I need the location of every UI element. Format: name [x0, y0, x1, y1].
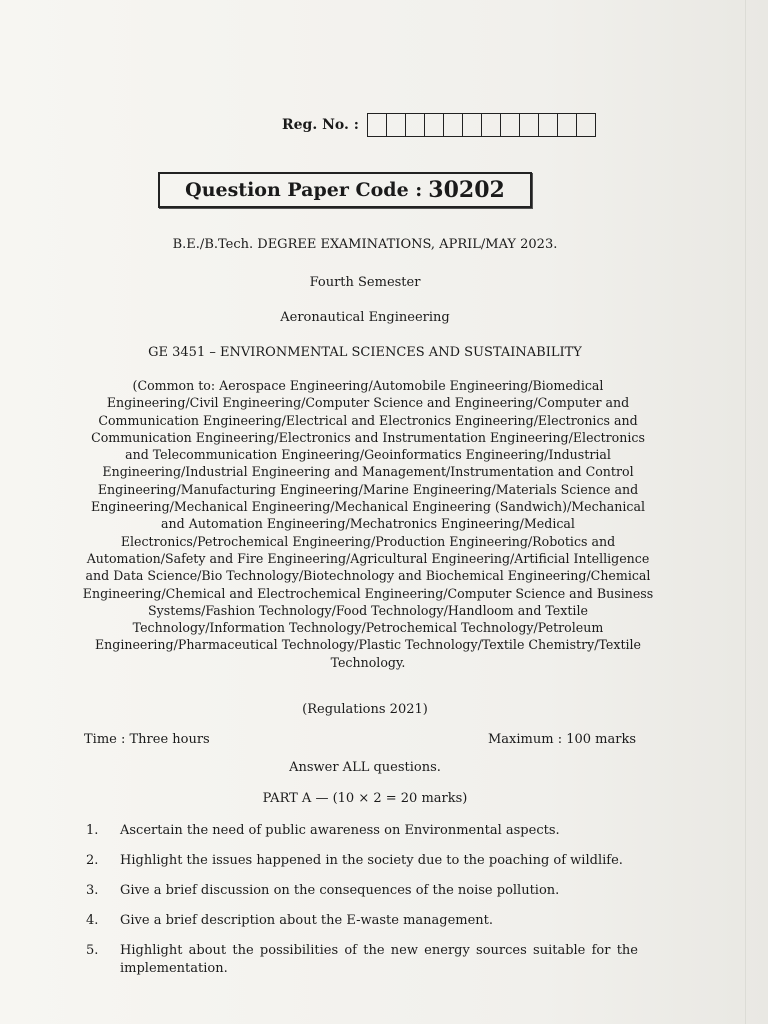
semester: Fourth Semester — [309, 275, 421, 290]
reg-no-box — [444, 114, 463, 136]
reg-no-box — [539, 114, 558, 136]
course-title: GE 3451 – ENVIRONMENTAL SCIENCES AND SUSTAINABILITY — [148, 345, 582, 360]
question-number: 3. — [86, 883, 99, 898]
reg-no-label: Reg. No. : — [282, 117, 359, 133]
question-number: 2. — [86, 853, 99, 868]
question-item — [86, 912, 638, 930]
common-to: (Common to: Aerospace Engineering/Automobile Engineering/Biomedical Engineering/Civil Engineering/Computer Science and Engineering/Computer and Communication Engineering/Electrical and Electronics Engineering/Electronics and Communication Engineering/Electronics and Instrumentation Engineering/Electronics and Telecommunication Engineering/Geoinformatics Engineering/Industrial Engineering/Industrial Engineering and Management/Instrumentation and Control Engineering/Manufacturing Engineering/Marine Engineering/Materials Science and Engineering/Mechanical Engineering/Mechanical Engineering (Sandwich)/Mechanical and Automation Engineering/Mechatronics Engineering/Medical Electronics/Petrochemical Engineering/Production Engineering/Robotics and Automation/Safety and Fire Engineering/Agricultural Engineering/Artificial Intelligence and Data Science/Bio Technology/Biotechnology and Biochemical Engineering/Chemical Engineering/Chemical and Electrochemical Engineering/Computer Science and Business Systems/Fashion Technology/Food Technology/Handloom and Textile Technology/Information Technology/Petrochemical Technology/Petroleum Engineering/Pharmaceutical Technology/Plastic Technology/Textile Chemistry/Textile Technology. — [82, 378, 654, 670]
page-edge — [745, 0, 746, 1024]
reg-no — [282, 113, 596, 137]
question-text: Ascertain the need of public awareness on Environmental aspects. — [120, 823, 560, 838]
question-paper-code — [158, 172, 532, 208]
question-item — [86, 852, 638, 870]
reg-no-box — [425, 114, 444, 136]
reg-no-box — [482, 114, 501, 136]
reg-no-box — [387, 114, 406, 136]
reg-no-boxes — [367, 113, 596, 137]
code-label: Question Paper Code : — [185, 179, 423, 201]
question-number: 5. — [86, 943, 99, 958]
reg-no-box — [406, 114, 425, 136]
max-marks: Maximum : 100 marks — [487, 732, 636, 747]
code-number: 30202 — [428, 177, 505, 203]
time-marks-row — [84, 732, 636, 747]
question-item — [86, 882, 638, 900]
exam-title: B.E./B.Tech. DEGREE EXAMINATIONS, APRIL/MAY 2023. — [172, 237, 558, 252]
question-item — [86, 822, 638, 840]
regulations: (Regulations 2021) — [302, 702, 428, 717]
time: Time : Three hours — [84, 732, 210, 747]
question-number: 1. — [86, 823, 99, 838]
question-text: Highlight about the possibilities of the new energy sources suitable for the implementation. — [120, 943, 638, 976]
branch: Aeronautical Engineering — [280, 310, 450, 325]
instruction: Answer ALL questions. — [289, 760, 441, 775]
question-number: 4. — [86, 913, 99, 928]
question-item — [86, 942, 638, 978]
question-text: Highlight the issues happened in the society due to the poaching of wildlife. — [120, 853, 623, 868]
question-text: Give a brief discussion on the consequences of the noise pollution. — [120, 883, 560, 898]
reg-no-box — [501, 114, 520, 136]
reg-no-box — [368, 114, 387, 136]
reg-no-box — [558, 114, 577, 136]
reg-no-box — [577, 114, 595, 136]
part-a-heading: PART A — (10 × 2 = 20 marks) — [262, 791, 468, 806]
reg-no-box — [520, 114, 539, 136]
reg-no-box — [463, 114, 482, 136]
question-text: Give a brief description about the E-waste management. — [120, 913, 494, 928]
